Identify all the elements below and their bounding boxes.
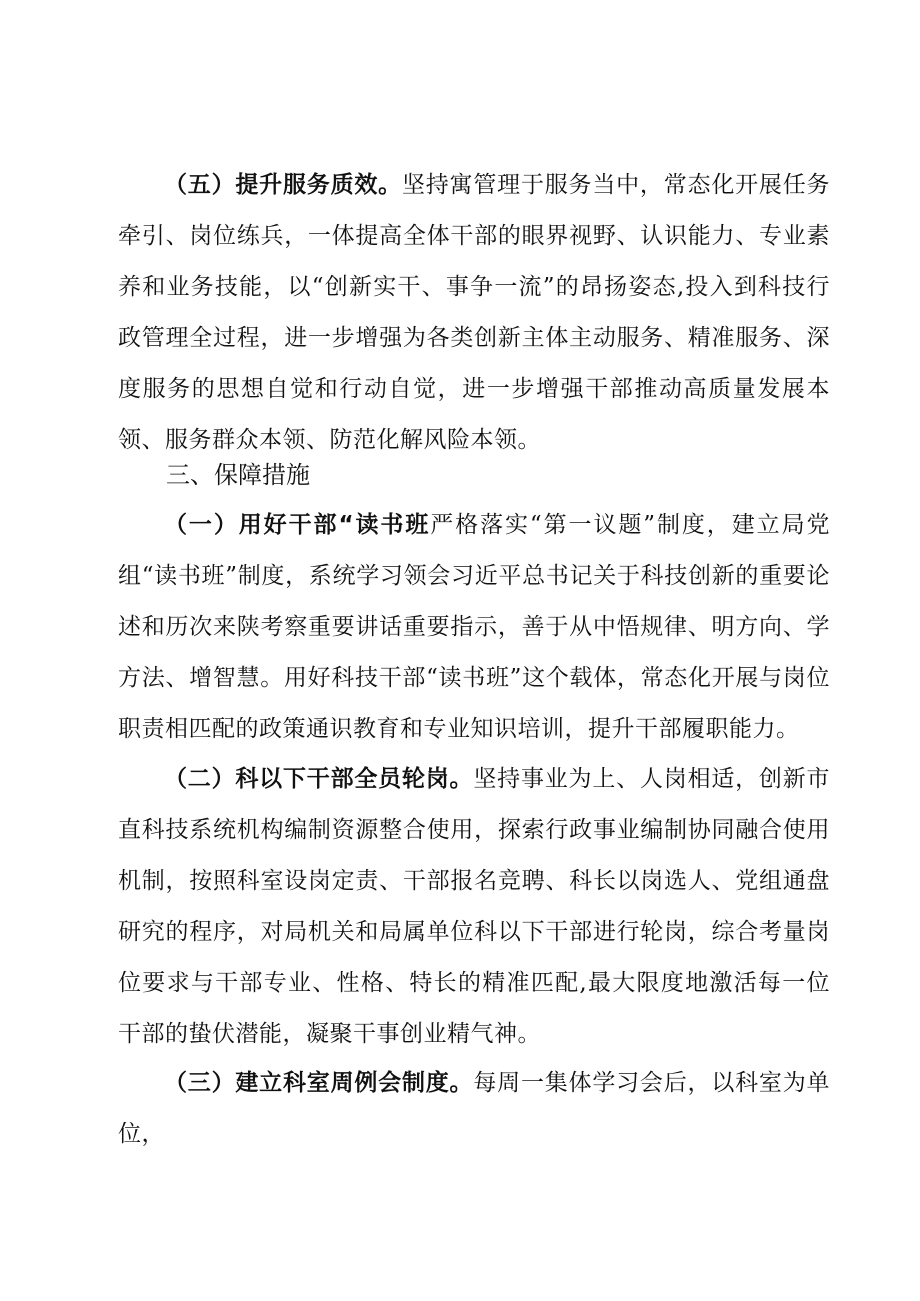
paragraph-weekly-meeting	[118, 1058, 830, 1160]
paragraph-lead: （三）建立科室周例会制度。	[164, 1070, 474, 1096]
paragraph-job-rotation	[118, 754, 830, 1060]
paragraph-lead: （二）科以下干部全员轮岗。	[164, 766, 474, 792]
paragraph-text: 坚持寓管理于服务当中，常态化开展任务牵引、岗位练兵，一体提高全体干部的眼界视野、认识能力、专业素养和业务技能，以“创新实干、事争一流”的昂扬姿态,投入到科技行政管理全过程，进一步增强为各类创新主体主动服务、精准服务、深度服务的思想自觉和行动自觉，进一步增强干部推动高质量发展本领、服务群众本领、防范化解风险本领。	[118, 172, 831, 453]
paragraph-text: 严格落实“第一议题”制度，建立局党组“读书班”制度，系统学习领会习近平总书记关于科技创新的重要论述和历次来陕考察重要讲话重要指示，善于从中悟规律、明方向、学方法、增智慧。用好科技干部“读书班”这个载体，常态化开展与岗位职责相匹配的政策通识教育和专业知识培训，提升干部履职能力。	[118, 512, 830, 742]
paragraph-text: 每周一集体学习会后，以科室为单位，	[118, 1070, 831, 1147]
paragraph-reading-class	[118, 500, 830, 755]
section-heading: 三、保障措施	[166, 461, 310, 489]
paragraph-improve-service	[118, 160, 830, 466]
paragraph-lead: （一）用好干部“读书班	[164, 512, 431, 538]
paragraph-text: 坚持事业为上、人岗相适，创新市直科技系统机构编制资源整合使用，探索行政事业编制协同融合使用机制，按照科室设岗定责、干部报名竞聘、科长以岗选人、党组通盘研究的程序，对局机关和局属单位科以下干部进行轮岗，综合考量岗位要求与干部专业、性格、特长的精准匹配,最大限度地激活每一位干部的蛰伏潜能，凝聚干事创业精气神。	[118, 766, 831, 1047]
paragraph-lead: （五）提升服务质效。	[164, 172, 402, 198]
